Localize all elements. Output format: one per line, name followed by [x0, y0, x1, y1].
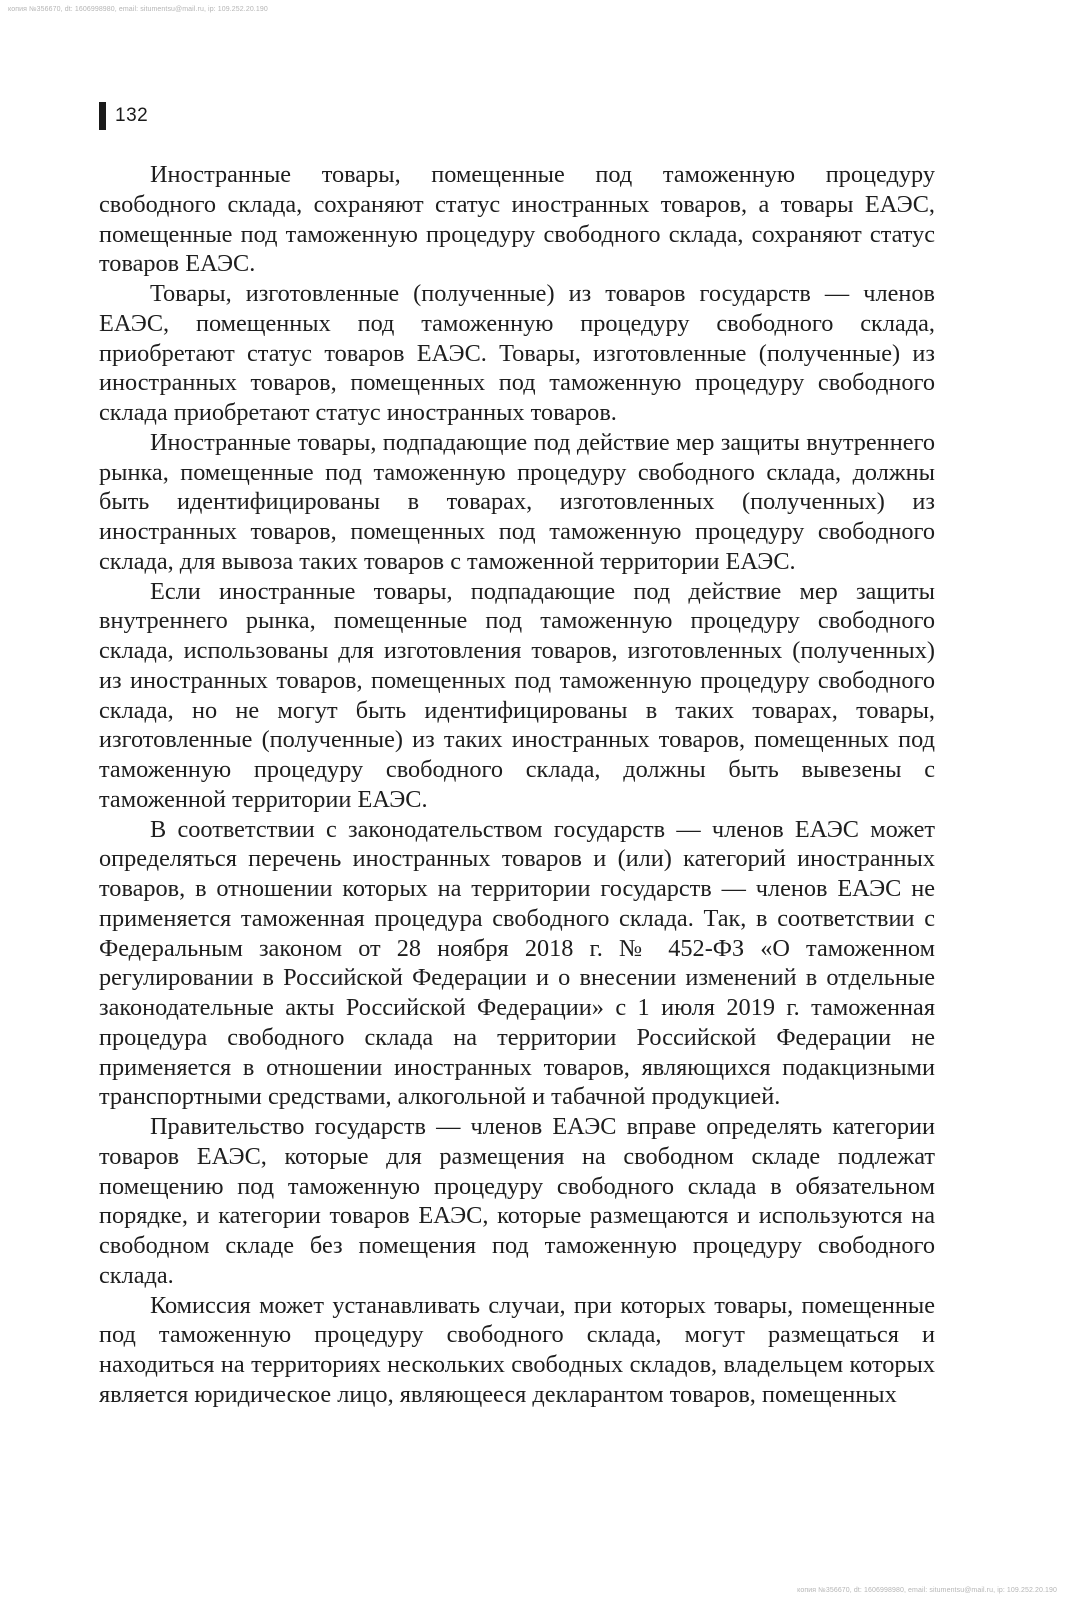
watermark-top: копия №356670, dt: 1606998980, email: situmentsu@mail.ru, ip: 109.252.20.190	[8, 6, 268, 13]
paragraph-5: В соответствии с законодательством государств — членов ЕАЭС может определяться перечень иностранных товаров и (или) категорий иностранных товаров, в отношении которых на территории государств — членов ЕАЭС не применяется таможенная процедура свободного склада. Так, в соответствии с Федеральным законом от 28 ноября 2018 г. № 452-ФЗ «О таможенном регулировании в Российской Федерации и о внесении изменений в отдельные законодательные акты Российской Федерации» с 1 июля 2019 г. таможенная процедура свободного склада на территории Российской Федерации не применяется в отношении иностранных товаров, являющихся подакцизными транспортными средствами, алкогольной и табачной продукцией.	[99, 815, 935, 1111]
paragraph-2: Товары, изготовленные (полученные) из товаров государств — членов ЕАЭС, помещенных под таможенную процедуру свободного склада, приобретают статус товаров ЕАЭС. Товары, изготовленные (полученные) из иностранных товаров, помещенных под таможенную процедуру свободного склада приобретают статус иностранных товаров.	[99, 280, 935, 426]
paragraph-4: Если иностранные товары, подпадающие под действие мер защиты внутреннего рынка, помещенные под таможенную процедуру свободного склада, использованы для изготовления товаров, изготовленных (полученных) из иностранных товаров, помещенных под таможенную процедуру свободного склада, но не могут быть идентифицированы в таких товарах, товары, изготовленные (полученные) из таких иностранных товаров, помещенных под таможенную процедуру свободного склада, должны быть вывезены с таможенной территории ЕАЭС.	[99, 577, 935, 813]
page-header	[99, 102, 148, 130]
paragraph-6: Правительство государств — членов ЕАЭС вправе определять категории товаров ЕАЭС, которые для размещения на свободном складе подлежат помещению под таможенную процедуру свободного склада в обязательном порядке, и категории товаров ЕАЭС, которые размещаются и используются на свободном складе без помещения под таможенную процедуру свободного склада.	[99, 1113, 935, 1289]
watermark-bottom: копия №356670, dt: 1606998980, email: situmentsu@mail.ru, ip: 109.252.20.190	[797, 1587, 1057, 1594]
text-body	[99, 160, 935, 1410]
header-bar	[99, 102, 106, 130]
paragraph-3: Иностранные товары, подпадающие под действие мер защиты внутреннего рынка, помещенные под таможенную процедуру свободного склада, должны быть идентифицированы в товарах, изготовленных (полученных) из иностранных товаров, помещенных под таможенную процедуру свободного склада, для вывоза таких товаров с таможенной территории ЕАЭС.	[99, 428, 935, 575]
paragraph-1: Иностранные товары, помещенные под таможенную процедуру свободного склада, сохраняют статус иностранных товаров, а товары ЕАЭС, помещенные под таможенную процедуру свободного склада, сохраняют статус товаров ЕАЭС.	[99, 161, 935, 278]
page-number: 132	[115, 105, 149, 126]
paragraph-7: Комиссия может устанавливать случаи, при которых товары, помещенные под таможенную процедуру свободного склада, могут размещаться и находиться на территориях нескольких свободных складов, владельцем которых является юридическое лицо, являющееся декларантом товаров, помещенных	[99, 1291, 935, 1408]
